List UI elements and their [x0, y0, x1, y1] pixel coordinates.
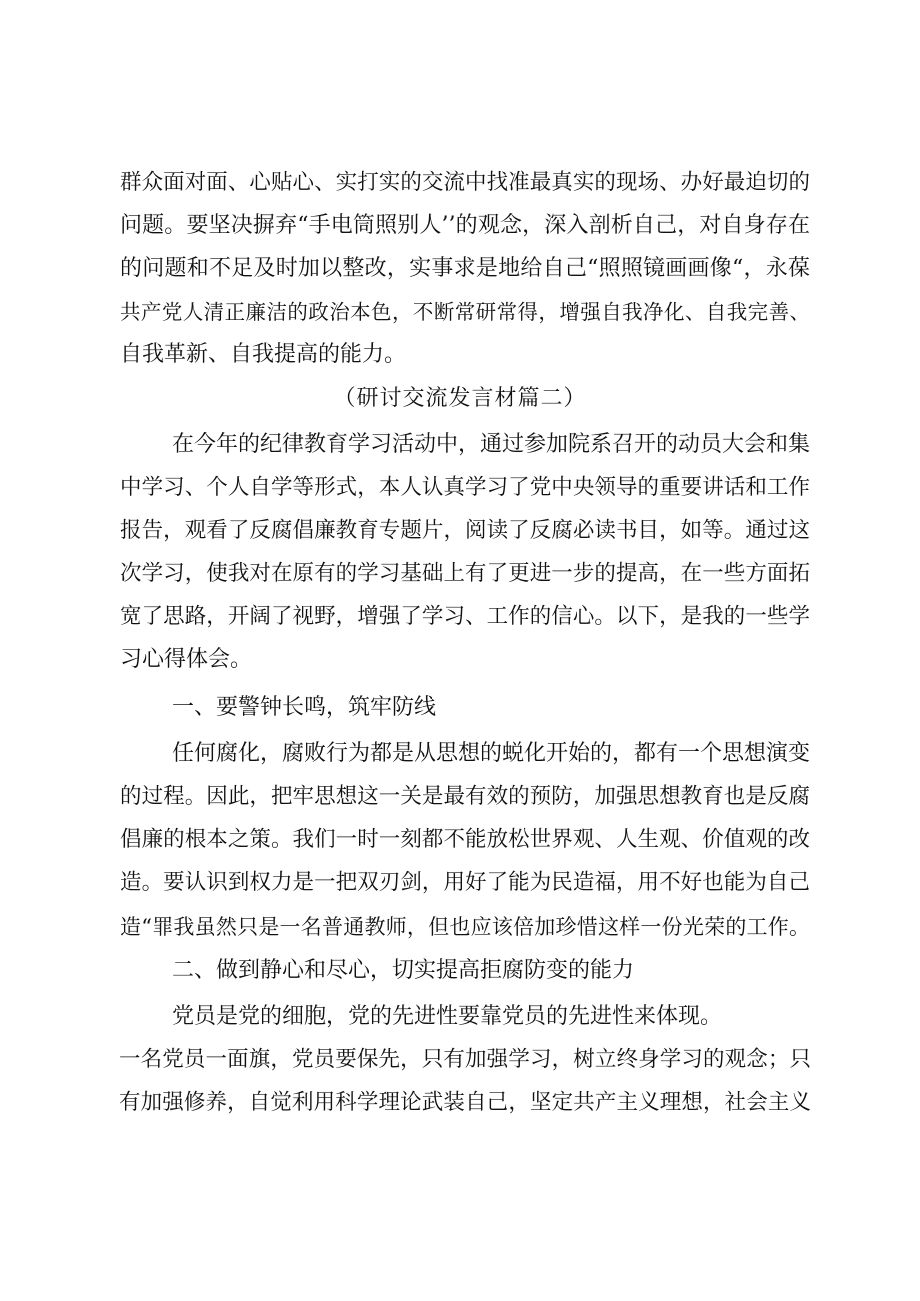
paragraph-4-line-2: 一名党员一面旗，党员要保先，只有加强学习，树立终身学习的观念；只	[119, 1047, 811, 1072]
paragraph-4-line-1: 党员是党的细胞，党的先进性要靠党员的先进性来体现。	[172, 1004, 723, 1029]
paragraph-3-line-4: 造。要认识到权力是一把双刃剑，用好了能为民造福，用不好也能为自己	[120, 870, 810, 895]
paragraph-1-line-4: 共产党人清正廉洁的政治本色，不断常研常得，增强自我净化、自我完善、	[120, 300, 810, 324]
paragraph-3-line-5: 造“罪我虽然只是一名普通教师，但也应该倍加珍惜这样一份光荣的工作。	[120, 915, 810, 939]
paragraph-3-line-3: 倡廉的根本之策。我们一时一刻都不能放松世界观、人生观、价值观的改	[120, 827, 810, 852]
paragraph-1-line-1: 群众面对面、心贴心、实打实的交流中找准最真实的现场、办好最迫切的	[120, 170, 810, 195]
paragraph-1-line-2: 问题。要坚决摒弃“手电筒照别人’’的观念，深入剖析自己，对自身存在	[120, 213, 810, 238]
paragraph-3-line-1: 任何腐化，腐败行为都是从思想的蜕化开始的，都有一个思想演变	[172, 741, 810, 766]
paragraph-2-line-2: 中学习、个人自学等形式，本人认真学习了党中央领导的重要讲话和工作	[120, 475, 810, 500]
paragraph-1-line-5: 自我革新、自我提高的能力。	[120, 342, 407, 367]
paragraph-2-line-5: 宽了思路，开阔了视野，增强了学习、工作的信心。以下，是我的一些学	[120, 604, 810, 629]
paragraph-3-line-2: 的过程。因此，把牢思想这一关是最有效的预防，加强思想教育也是反腐	[120, 784, 810, 809]
paragraph-4-line-3: 有加强修养，自觉利用科学理论武装自己，坚定共产主义理想，社会主义	[119, 1090, 811, 1115]
heading-2: 二、做到静心和尽心，切实提高拒腐防变的能力	[172, 958, 635, 983]
paragraph-1-line-3: 的问题和不足及时加以整改，实事求是地给自己“照照镜画画像“，永葆	[120, 256, 810, 281]
paragraph-2-line-6: 习心得体会。	[120, 647, 253, 672]
paragraph-2-line-1: 在今年的纪律教育学习活动中，通过参加院系召开的动员大会和集	[172, 432, 810, 457]
paragraph-2-line-3: 报告，观看了反腐倡廉教育专题片，阅读了反腐必读书目，如等。通过这	[120, 518, 810, 543]
heading-1: 一、要警钟长鸣，筑牢防线	[172, 695, 437, 720]
section-title: （研讨交流发言材篇二）	[333, 386, 587, 411]
paragraph-2-line-4: 次学习，使我对在原有的学习基础上有了更进一步的提高，在一些方面拓	[120, 561, 810, 586]
